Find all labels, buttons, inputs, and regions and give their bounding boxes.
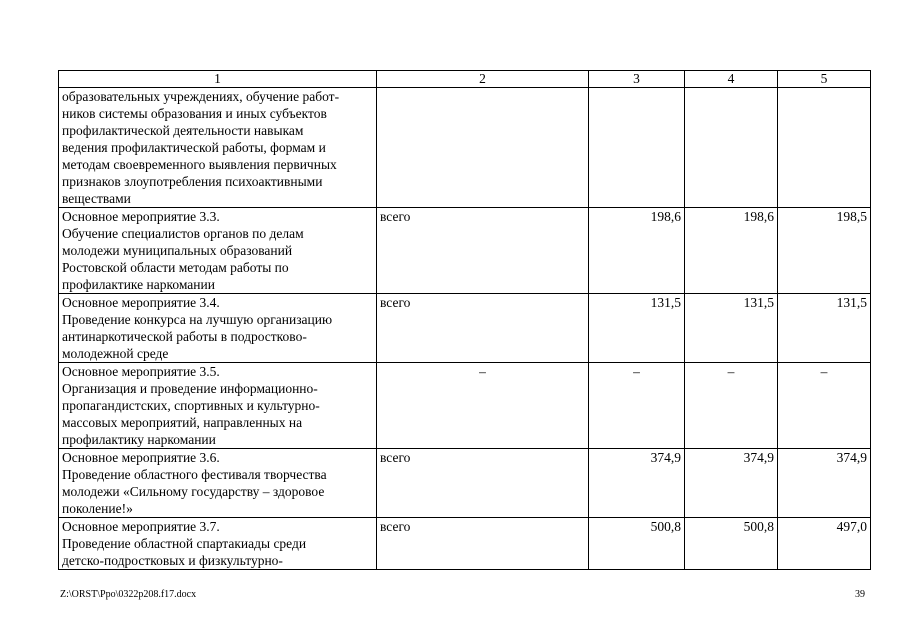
value-cell: – <box>589 363 685 449</box>
program-table <box>58 70 871 570</box>
funding-source: всего <box>377 518 589 570</box>
value-cell: 198,6 <box>589 208 685 294</box>
funding-source: всего <box>377 449 589 518</box>
value-cell: 131,5 <box>589 294 685 363</box>
activity-description: Основное мероприятие 3.5. Организация и проведение информационно- пропагандистских, спортивных и культурно- массовых мероприятий, направленных на профилактику наркомании <box>59 363 377 449</box>
funding-source: всего <box>377 208 589 294</box>
value-cell: – <box>778 363 871 449</box>
header-cell: 4 <box>685 71 778 88</box>
table-row <box>59 363 871 449</box>
header-cell: 5 <box>778 71 871 88</box>
activity-description: Основное мероприятие 3.3. Обучение специалистов органов по делам молодежи муниципальных образований Ростовской области методам работы по профилактике наркомании <box>59 208 377 294</box>
table-row <box>59 294 871 363</box>
table-row <box>59 88 871 208</box>
value-cell: 374,9 <box>589 449 685 518</box>
activity-description: Основное мероприятие 3.7. Проведение областной спартакиады среди детско-подростковых и физкультурно- <box>59 518 377 570</box>
funding-source: – <box>377 363 589 449</box>
activity-description: Основное мероприятие 3.6. Проведение областного фестиваля творчества молодежи «Сильному государству – здоровое поколение!» <box>59 449 377 518</box>
value-cell: 374,9 <box>685 449 778 518</box>
table-row <box>59 518 871 570</box>
value-cell: – <box>685 363 778 449</box>
funding-source <box>377 88 589 208</box>
table-row <box>59 208 871 294</box>
value-cell <box>778 88 871 208</box>
page-number: 39 <box>855 589 865 600</box>
footer-file-path: Z:\ORST\Ppo\0322p208.f17.docx <box>60 589 197 600</box>
value-cell: 198,5 <box>778 208 871 294</box>
value-cell <box>685 88 778 208</box>
value-cell: 131,5 <box>685 294 778 363</box>
value-cell: 131,5 <box>778 294 871 363</box>
activity-description: образовательных учреждениях, обучение работ- ников системы образования и иных субъектов профилактической деятельности навыкам ведения профилактической работы, формам и методам своевременного выявления первичных признаков злоупотребления психоактивными веществами <box>59 88 377 208</box>
value-cell: 500,8 <box>589 518 685 570</box>
activity-description: Основное мероприятие 3.4. Проведение конкурса на лучшую организацию антинаркотической работы в подростково- молодежной среде <box>59 294 377 363</box>
table-header-row <box>59 71 871 88</box>
value-cell: 500,8 <box>685 518 778 570</box>
table-row <box>59 449 871 518</box>
value-cell: 497,0 <box>778 518 871 570</box>
value-cell <box>589 88 685 208</box>
header-cell: 3 <box>589 71 685 88</box>
funding-source: всего <box>377 294 589 363</box>
value-cell: 198,6 <box>685 208 778 294</box>
value-cell: 374,9 <box>778 449 871 518</box>
header-cell: 1 <box>59 71 377 88</box>
header-cell: 2 <box>377 71 589 88</box>
